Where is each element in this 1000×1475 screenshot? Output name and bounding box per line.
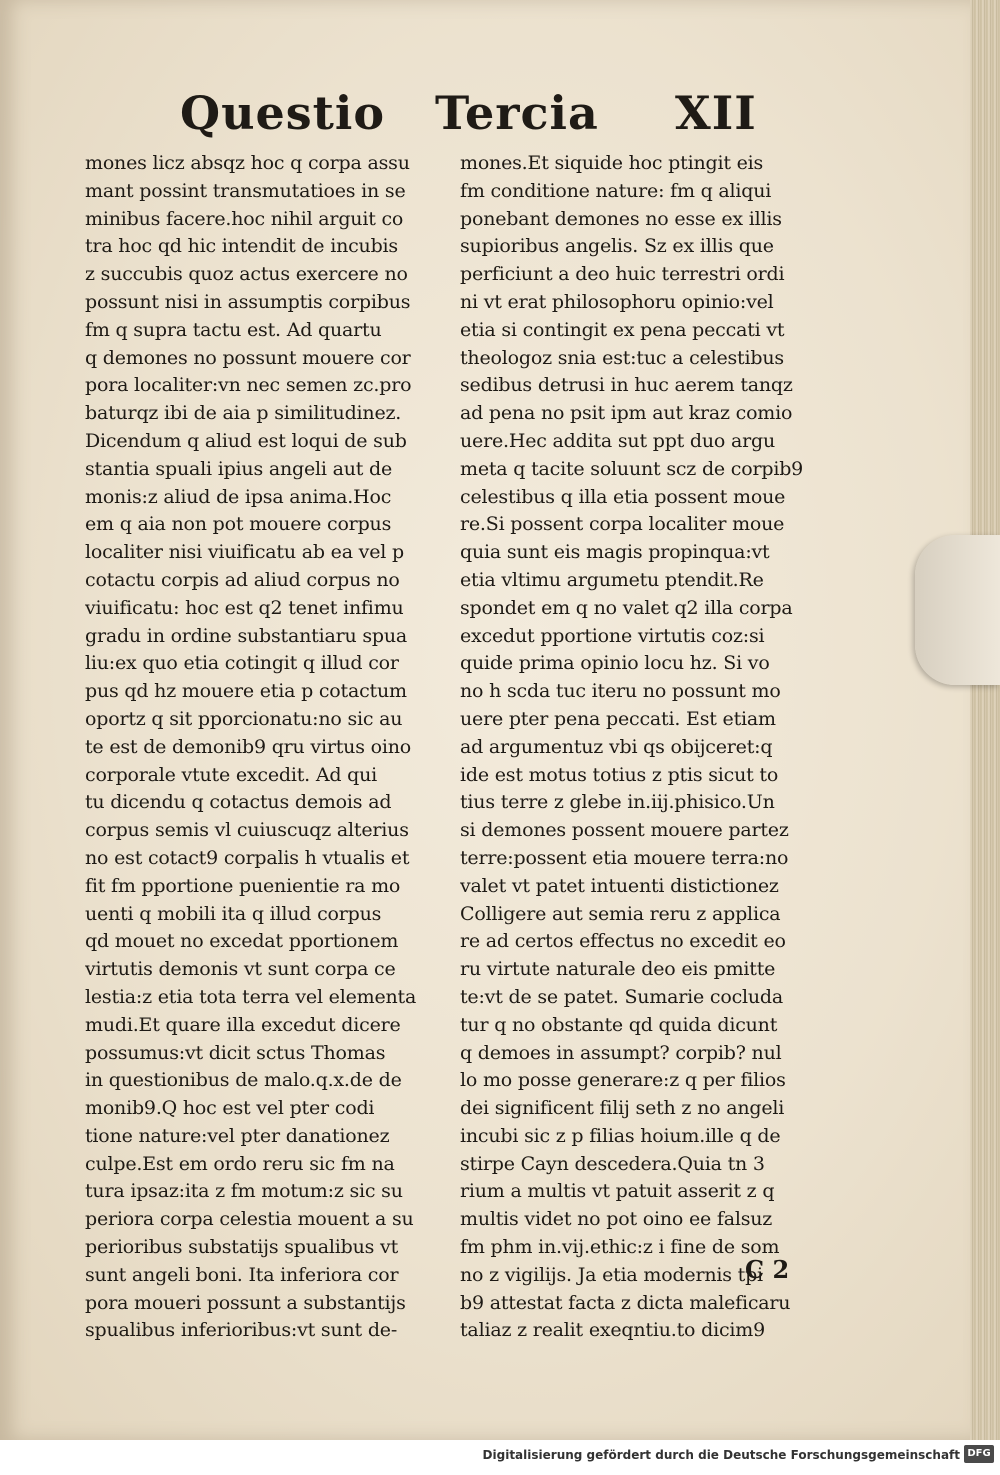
text-line: corpus semis vl cuiuscuqz alterius bbox=[85, 819, 409, 842]
text-line: te:vt de se patet. Sumarie cocluda bbox=[460, 985, 784, 1008]
text-line: oportz q sit pporcionatu:no sic au bbox=[85, 707, 403, 730]
text-line: re ad certos effectus no excedit eo bbox=[460, 930, 786, 953]
text-line: in questionibus de malo.q.x.de de bbox=[85, 1069, 402, 1092]
text-line: monib9.Q hoc est vel pter codi bbox=[85, 1097, 375, 1120]
text-line: si demones possent mouere partez bbox=[460, 819, 789, 842]
text-line: b9 attestat facta z dicta maleficaru bbox=[460, 1291, 791, 1314]
text-line: viuificatu: hoc est q2 tenet infimu bbox=[85, 596, 404, 619]
text-line: Colligere aut semia reru z applica bbox=[460, 902, 781, 925]
text-line: ad pena no psit ipm aut kraz comio bbox=[460, 402, 793, 425]
text-line: no est cotact9 corpalis h vtualis et bbox=[85, 846, 410, 869]
text-line: no h scda tuc iteru no possunt mo bbox=[460, 680, 781, 703]
text-line: mones licz absqz hoc q corpa assu bbox=[85, 152, 410, 174]
text-line: stantia spuali ipius angeli aut de bbox=[85, 457, 393, 480]
text-line: te est de demonib9 qru virtus oino bbox=[85, 735, 411, 758]
page-clip bbox=[915, 535, 1000, 685]
text-line: ide est motus totius z ptis sicut to bbox=[460, 763, 779, 786]
text-line: possumus:vt dicit sctus Thomas bbox=[85, 1041, 386, 1064]
text-line: ni vt erat philosophoru opinio:vel bbox=[460, 290, 774, 313]
text-column-left bbox=[85, 150, 435, 1345]
text-line: pora moueri possunt a substantijs bbox=[85, 1291, 406, 1314]
text-line: cotactu corpis ad aliud corpus no bbox=[85, 568, 400, 591]
signature-mark: C 2 bbox=[745, 1255, 790, 1284]
text-line: re.Si possent corpa localiter moue bbox=[460, 513, 785, 536]
text-line: q demones no possunt mouere cor bbox=[85, 346, 411, 369]
text-line: quide prima opinio locu hz. Si vo bbox=[460, 652, 770, 675]
text-line: supioribus angelis. Sz ex illis que bbox=[460, 235, 774, 258]
text-line: tione nature:vel pter danationez bbox=[85, 1124, 390, 1147]
header-tercia: Tercia bbox=[435, 86, 599, 140]
text-line: z succubis quoz actus exercere no bbox=[85, 263, 408, 286]
text-line: mant possint transmutatioes in se bbox=[85, 179, 406, 202]
text-line: tu dicendu q cotactus demois ad bbox=[85, 791, 392, 814]
text-line: taliaz z realit exeqntiu.to dicim9 bbox=[460, 1319, 765, 1342]
text-line: uenti q mobili ita q illud corpus bbox=[85, 902, 382, 925]
folio-number: XII bbox=[675, 86, 757, 140]
text-line: uere pter pena peccati. Est etiam bbox=[460, 707, 776, 730]
text-line: celestibus q illa etia possent moue bbox=[460, 485, 786, 508]
text-line: dei significent filij seth z no angeli bbox=[460, 1097, 785, 1120]
text-line: ponebant demones no esse ex illis bbox=[460, 207, 782, 230]
text-line: fm conditione nature: fm q aliqui bbox=[460, 179, 772, 202]
funding-notice: Digitalisierung gefördert durch die Deutsche Forschungsgemeinschaft bbox=[482, 1448, 960, 1462]
text-line: incubi sic z p filias hoium.ille q de bbox=[460, 1124, 781, 1147]
text-line: corporale vtute excedit. Ad qui bbox=[85, 763, 378, 786]
text-line: spondet em q no valet q2 illa corpa bbox=[460, 596, 793, 619]
text-line: em q aia non pot mouere corpus bbox=[85, 513, 392, 536]
text-line: localiter nisi viuificatu ab ea vel p bbox=[85, 541, 404, 564]
text-line: sedibus detrusi in huc aerem tanqz bbox=[460, 374, 793, 397]
text-line: etia si contingit ex pena peccati vt bbox=[460, 318, 785, 341]
text-line: minibus facere.hoc nihil arguit co bbox=[85, 207, 404, 230]
dfg-logo: DFG bbox=[964, 1445, 994, 1463]
text-line: rium a multis vt patuit asserit z q bbox=[460, 1180, 775, 1203]
text-line: ad argumentuz vbi qs obijceret:q bbox=[460, 735, 773, 758]
running-header bbox=[170, 86, 810, 146]
text-line: tra hoc qd hic intendit de incubis bbox=[85, 235, 398, 258]
text-line: monis:z aliud de ipsa anima.Hoc bbox=[85, 485, 392, 508]
text-line: lestia:z etia tota terra vel elementa bbox=[85, 985, 417, 1008]
text-line: tura ipsaz:ita z fm motum:z sic su bbox=[85, 1180, 403, 1203]
footer-bar bbox=[0, 1440, 1000, 1475]
text-line: perficiunt a deo huic terrestri ordi bbox=[460, 263, 785, 286]
text-line: fit fm pportione puenientie ra mo bbox=[85, 874, 401, 897]
text-line: perioribus substatijs spualibus vt bbox=[85, 1236, 398, 1259]
text-line: fm q supra tactu est. Ad quartu bbox=[85, 318, 382, 341]
text-line: pora localiter:vn nec semen zc.pro bbox=[85, 374, 412, 397]
text-line: theologoz snia est:tuc a celestibus bbox=[460, 346, 784, 369]
text-line: tur q no obstante qd quida dicunt bbox=[460, 1013, 778, 1036]
text-line: possunt nisi in assumptis corpibus bbox=[85, 290, 411, 313]
text-line: quia sunt eis magis propinqua:vt bbox=[460, 541, 770, 564]
text-line: tius terre z glebe in.iij.phisico.Un bbox=[460, 791, 775, 814]
text-line: no z vigilijs. Ja etia modernis tpi bbox=[460, 1263, 763, 1286]
text-line: mudi.Et quare illa excedut dicere bbox=[85, 1013, 401, 1036]
text-line: baturqz ibi de aia p similitudinez. bbox=[85, 402, 402, 425]
text-line: etia vltimu argumetu ptendit.Re bbox=[460, 568, 764, 591]
text-line: ru virtute naturale deo eis pmitte bbox=[460, 958, 776, 981]
text-line: excedut pportione virtutis coz:si bbox=[460, 624, 765, 647]
text-line: gradu in ordine substantiaru spua bbox=[85, 624, 408, 647]
text-line: fm phm in.vij.ethic:z i fine de som bbox=[460, 1236, 780, 1259]
text-line: meta q tacite soluunt scz de corpib9 bbox=[460, 457, 804, 480]
text-line: sunt angeli boni. Ita inferiora cor bbox=[85, 1263, 399, 1286]
text-line: mones.Et siquide hoc ptingit eis bbox=[460, 152, 764, 174]
text-line: liu:ex quo etia cotingit q illud cor bbox=[85, 652, 399, 675]
text-line: spualibus inferioribus:vt sunt de- bbox=[85, 1319, 398, 1342]
text-line: virtutis demonis vt sunt corpa ce bbox=[85, 958, 396, 981]
text-line: culpe.Est em ordo reru sic fm na bbox=[85, 1152, 395, 1175]
text-column-right bbox=[460, 150, 820, 1345]
text-line: pus qd hz mouere etia p cotactum bbox=[85, 680, 407, 703]
text-line: multis videt no pot oino ee falsuz bbox=[460, 1208, 773, 1231]
text-line: periora corpa celestia mouent a su bbox=[85, 1208, 414, 1231]
text-line: Dicendum q aliud est loqui de sub bbox=[85, 429, 407, 452]
text-line: stirpe Cayn descedera.Quia tn 3 bbox=[460, 1152, 765, 1175]
text-line: valet vt patet intuenti distictionez bbox=[460, 874, 779, 897]
text-line: q demoes in assumpt? corpib? nul bbox=[460, 1041, 782, 1064]
text-line: lo mo posse generare:z q per filios bbox=[460, 1069, 786, 1092]
text-line: qd mouet no excedat pportionem bbox=[85, 930, 399, 953]
text-line: uere.Hec addita sut ppt duo argu bbox=[460, 429, 776, 452]
header-questio: Questio bbox=[180, 86, 386, 140]
text-line: terre:possent etia mouere terra:no bbox=[460, 846, 789, 869]
